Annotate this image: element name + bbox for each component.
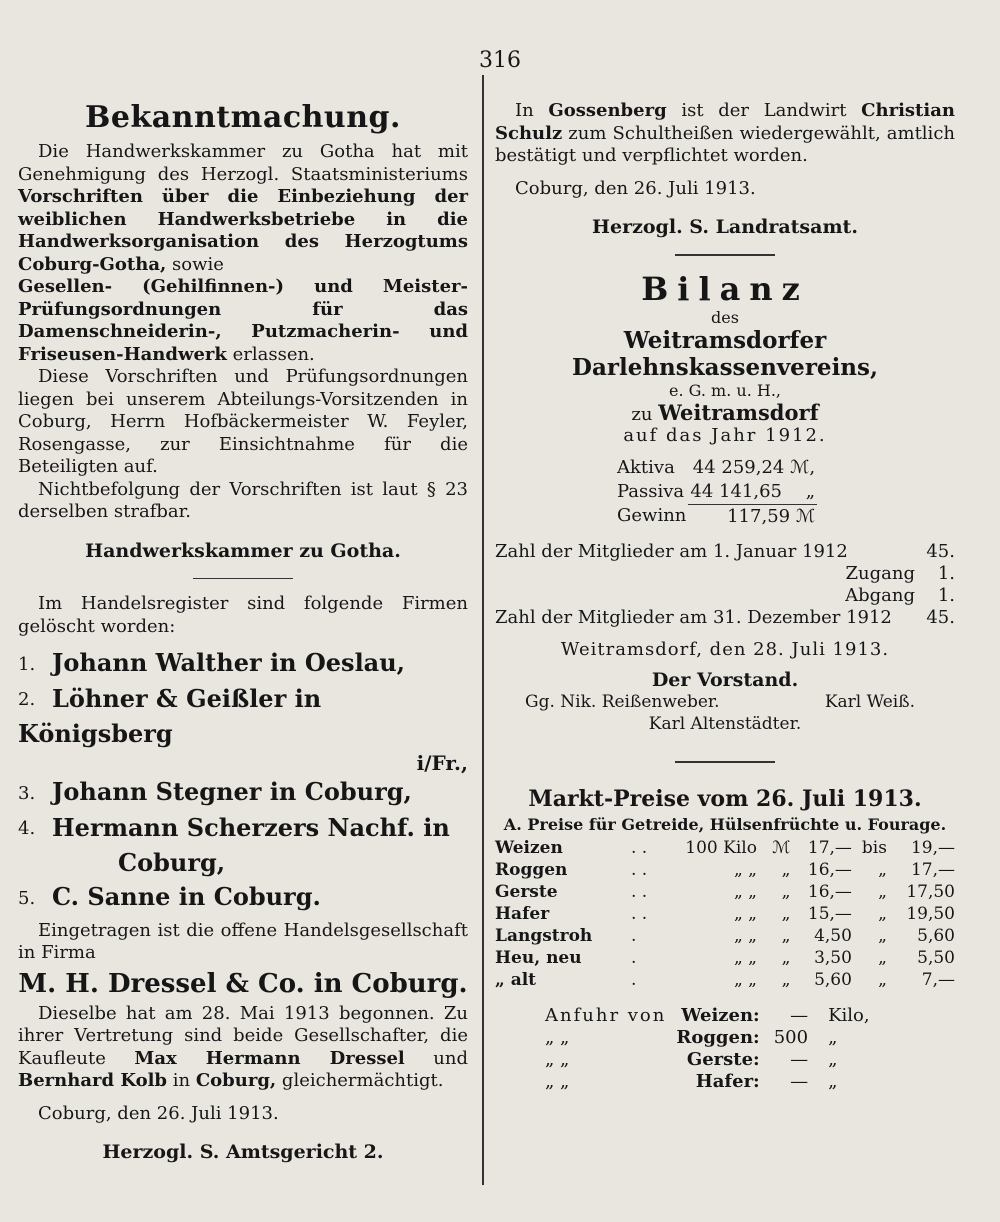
right-date-2: Weitramsdorf, den 28. Juli 1913. bbox=[560, 638, 890, 660]
mitglieder-label: Abgang bbox=[845, 584, 915, 606]
mitglieder-value: 1. bbox=[937, 562, 955, 584]
price-unit: „ bbox=[781, 969, 791, 990]
anfuhr-prefix: „ „ bbox=[545, 1048, 570, 1070]
separator bbox=[193, 578, 293, 580]
price-item: Heu, neu bbox=[495, 947, 582, 968]
price-to: 5,60 bbox=[917, 925, 955, 946]
mitglieder-row bbox=[495, 563, 955, 585]
price-item: Roggen bbox=[495, 859, 568, 880]
firm-name: Johann Walther in Oeslau, bbox=[52, 648, 406, 677]
anfuhr-item: Weizen: bbox=[681, 1004, 760, 1026]
price-qty: „ „ bbox=[733, 881, 757, 902]
firm-number: 1. bbox=[18, 653, 36, 675]
firm-dressel: M. H. Dressel & Co. in Coburg. bbox=[18, 968, 468, 999]
price-qty: 100 Kilo bbox=[685, 837, 757, 858]
firm-item bbox=[18, 682, 468, 776]
price-bis: „ bbox=[878, 969, 887, 990]
bilanz-title: Bilanz bbox=[641, 269, 809, 308]
firm-number: 3. bbox=[18, 782, 36, 804]
dressel-paragraph bbox=[18, 1003, 468, 1093]
price-row bbox=[495, 881, 955, 903]
des-text: des bbox=[711, 307, 739, 327]
firm-item bbox=[18, 811, 468, 881]
name-schulz: Christian Schulz bbox=[495, 100, 955, 144]
gewinn-label: Gewinn bbox=[617, 505, 687, 527]
name-reissenweber: Gg. Nik. Reißenweber. bbox=[525, 692, 720, 712]
price-bis: „ bbox=[878, 903, 887, 924]
price-from: 4,50 bbox=[814, 925, 852, 946]
mitglieder-value: 45. bbox=[926, 540, 955, 562]
price-bis: „ bbox=[878, 881, 887, 902]
mitglieder-row bbox=[495, 541, 955, 563]
price-dots: . . bbox=[630, 881, 648, 902]
right-date-1: Coburg, den 26. Juli 1913. bbox=[515, 177, 756, 199]
signature-landratsamt: Herzogl. S. Landratsamt. bbox=[592, 216, 858, 238]
name-altenstaedter: Karl Altenstädter. bbox=[648, 714, 802, 734]
anfuhr-value: — bbox=[790, 1004, 809, 1026]
preise-subtitle: A. Preise für Getreide, Hülsenfrüchte u. Fourage. bbox=[503, 814, 947, 834]
price-unit: „ bbox=[781, 903, 791, 924]
passiva-value bbox=[688, 480, 817, 505]
place-coburg: Coburg, bbox=[195, 1070, 277, 1091]
passiva-row bbox=[615, 480, 817, 505]
announcement-body bbox=[18, 276, 468, 366]
price-row bbox=[495, 925, 955, 947]
firm-item bbox=[18, 775, 468, 811]
firm-number: 5. bbox=[18, 887, 36, 909]
price-unit: „ bbox=[781, 925, 791, 946]
mitglieder-row bbox=[495, 607, 955, 629]
price-unit: ℳ bbox=[772, 837, 791, 858]
firm-name: Löhner & Geißler in Königsberg bbox=[18, 683, 322, 748]
zu-text: zu bbox=[631, 403, 653, 425]
separator bbox=[675, 254, 775, 256]
vorstand-title: Der Vorstand. bbox=[651, 669, 799, 691]
anfuhr-unit: „ bbox=[828, 1070, 838, 1092]
handelsregister-intro: Im Handelsregister sind folgende Firmen gelöscht worden: bbox=[18, 593, 468, 637]
gewinn-value: 117,59 ℳ bbox=[727, 505, 816, 527]
regulation-title-1: Vorschriften über die Einbeziehung der weiblichen Handwerksbetriebe in die Handwerksorganisation des Herzogtums Coburg-Gotha, bbox=[18, 186, 468, 275]
anfuhr-prefix: „ „ bbox=[545, 1070, 570, 1092]
price-dots: . . bbox=[630, 837, 648, 858]
mitglieder-value: 45. bbox=[926, 606, 955, 628]
announcement-p2: Diese Vorschriften und Prüfungsordnungen liegen bei unserem Abteilungs-Vorsitzenden in Coburg, Herrn Hofbäckermeister W. Feyler, Rosengasse, zur Einsichtnahme für die Beteiligten auf. bbox=[18, 366, 468, 477]
firm-list bbox=[18, 646, 468, 916]
regulation-title-2: Gesellen- (Gehilfinnen-) und Meister-Prüfungsordnungen für das Damenschneiderin-, Putzmacherin- und Friseusen-Handwerk bbox=[18, 276, 468, 365]
price-qty: „ „ bbox=[733, 969, 757, 990]
price-qty: „ „ bbox=[733, 859, 757, 880]
separator bbox=[675, 761, 775, 763]
price-qty: „ „ bbox=[733, 903, 757, 924]
price-to: 7,— bbox=[921, 969, 955, 990]
anfuhr-row bbox=[545, 1027, 870, 1049]
jahr-text: auf das Jahr 1912. bbox=[623, 424, 827, 446]
gewinn-row bbox=[615, 504, 817, 529]
price-dots: . . bbox=[630, 903, 648, 924]
price-dots: . bbox=[630, 947, 637, 968]
firm-name: Johann Stegner in Coburg, bbox=[52, 777, 412, 806]
firm-name: C. Sanne in Coburg. bbox=[52, 882, 321, 911]
in-text: in bbox=[172, 1070, 191, 1091]
price-qty: „ „ bbox=[733, 925, 757, 946]
price-unit: „ bbox=[781, 947, 791, 968]
left-column bbox=[18, 90, 468, 1179]
anfuhr-value: — bbox=[790, 1070, 809, 1092]
announcement-p3: Nichtbefolgung der Vorschriften ist laut § 23 derselben strafbar. bbox=[18, 478, 468, 522]
price-to: 5,50 bbox=[917, 947, 955, 968]
price-from: 15,— bbox=[807, 903, 852, 924]
announcement-title: Bekanntmachung. bbox=[85, 100, 401, 135]
price-bis: „ bbox=[878, 947, 887, 968]
name-kolb: Bernhard Kolb bbox=[18, 1070, 168, 1091]
price-row bbox=[495, 903, 955, 925]
announcement-intro bbox=[18, 141, 468, 276]
price-row bbox=[495, 947, 955, 969]
in-text: In bbox=[515, 100, 534, 121]
aktiva-row bbox=[615, 456, 817, 480]
column-divider bbox=[482, 75, 484, 1185]
place-gossenberg: Gossenberg bbox=[548, 100, 667, 121]
anfuhr-row bbox=[545, 1071, 870, 1093]
price-row bbox=[495, 837, 955, 859]
aktiva-label: Aktiva bbox=[617, 456, 675, 478]
left-date: Coburg, den 26. Juli 1913. bbox=[38, 1102, 279, 1124]
place-weitramsdorf: Weitramsdorf bbox=[658, 399, 819, 425]
name-dressel: Max Hermann Dressel bbox=[134, 1047, 405, 1069]
firm-item bbox=[18, 646, 468, 682]
price-item: Weizen bbox=[495, 837, 563, 858]
schultheiss-text: zum Schultheißen wiedergewählt, amtlich bestätigt und verpflichtet worden. bbox=[495, 122, 955, 166]
dressel-end-text: gleichermächtigt. bbox=[281, 1070, 444, 1091]
anfuhr-row bbox=[545, 1049, 870, 1071]
firm-number: 4. bbox=[18, 818, 36, 839]
vorstand-names bbox=[495, 691, 955, 735]
mitglieder-label: Zugang bbox=[845, 562, 915, 584]
anfuhr-item: Gerste: bbox=[686, 1048, 760, 1070]
dressel-text: Dieselbe hat am 28. Mai 1913 begonnen. Zu ihrer Vertretung sind beide Gesellschafter, die Kaufleute bbox=[18, 1002, 468, 1069]
price-to: 17,— bbox=[910, 859, 955, 880]
eingetragen-text: Eingetragen ist die offene Handelsgesellschaft in Firma bbox=[18, 919, 468, 963]
anfuhr-value: 500 bbox=[773, 1026, 809, 1048]
anfuhr-unit: „ bbox=[828, 1026, 838, 1048]
erlassen-text: erlassen. bbox=[232, 343, 315, 365]
und-text: und bbox=[433, 1047, 468, 1069]
price-unit: „ bbox=[781, 859, 791, 880]
price-dots: . bbox=[630, 925, 637, 946]
price-to: 19,50 bbox=[906, 903, 955, 924]
anfuhr-table bbox=[545, 1005, 870, 1093]
price-from: 16,— bbox=[807, 881, 852, 902]
firm-name-cont: Coburg, bbox=[118, 848, 226, 877]
anfuhr-prefix: Anfuhr von bbox=[545, 1004, 667, 1026]
mitglieder-label: Zahl der Mitglieder am 31. Dezember 1912 bbox=[495, 606, 892, 628]
firm-name: Hermann Scherzers Nachf. in bbox=[52, 812, 450, 842]
price-from: 17,— bbox=[807, 837, 852, 858]
price-qty: „ „ bbox=[733, 947, 757, 968]
signature-amtsgericht: Herzogl. S. Amtsgericht 2. bbox=[102, 1141, 384, 1163]
sowie-text: sowie bbox=[172, 253, 224, 275]
price-row bbox=[495, 969, 955, 991]
price-from: 16,— bbox=[807, 859, 852, 880]
verein-name: Weitramsdorfer Darlehnskassenvereins, bbox=[572, 326, 878, 381]
firm-item bbox=[18, 880, 468, 916]
signature-handwerkskammer: Handwerkskammer zu Gotha. bbox=[85, 539, 401, 562]
price-dots: . bbox=[630, 969, 637, 990]
mitglieder-label: Zahl der Mitglieder am 1. Januar 1912 bbox=[495, 540, 848, 562]
price-to: 19,— bbox=[910, 837, 955, 858]
anfuhr-unit: Kilo, bbox=[828, 1004, 870, 1026]
aktiva-value: 44 259,24 ℳ, bbox=[692, 456, 816, 478]
price-item: Langstroh bbox=[495, 925, 593, 946]
price-item: „ alt bbox=[495, 969, 537, 990]
name-weiss: Karl Weiß. bbox=[824, 692, 915, 712]
price-table bbox=[495, 837, 955, 991]
passiva-unit: „ bbox=[805, 480, 816, 502]
price-unit: „ bbox=[781, 881, 791, 902]
anfuhr-value: — bbox=[790, 1048, 809, 1070]
egmuh-text: e. G. m. u. H., bbox=[669, 380, 781, 400]
price-bis: „ bbox=[878, 859, 887, 880]
price-from: 3,50 bbox=[814, 947, 852, 968]
mitglieder-row bbox=[495, 585, 955, 607]
price-bis: bis bbox=[861, 837, 887, 858]
landwirt-text: ist der Landwirt bbox=[681, 100, 847, 121]
price-to: 17,50 bbox=[906, 881, 955, 902]
schultheiss-notice bbox=[495, 100, 955, 168]
anfuhr-item: Roggen: bbox=[676, 1026, 760, 1048]
zu-ort bbox=[495, 400, 955, 425]
intro-text: Die Handwerkskammer zu Gotha hat mit Genehmigung des Herzogl. Staatsministeriums bbox=[18, 141, 468, 185]
price-row bbox=[495, 859, 955, 881]
firm-place-suffix: i/Fr., bbox=[416, 751, 468, 775]
bilanz-table bbox=[615, 456, 817, 529]
firm-number: 2. bbox=[18, 689, 36, 710]
price-bis: „ bbox=[878, 925, 887, 946]
price-item: Gerste bbox=[495, 881, 558, 902]
right-column bbox=[495, 100, 955, 1093]
page-number: 316 bbox=[479, 48, 521, 73]
price-item: Hafer bbox=[495, 903, 550, 924]
marktpreise-title: Markt-Preise vom 26. Juli 1913. bbox=[528, 785, 922, 812]
mitglieder-value: 1. bbox=[937, 584, 955, 606]
anfuhr-unit: „ bbox=[828, 1048, 838, 1070]
anfuhr-prefix: „ „ bbox=[545, 1026, 570, 1048]
mitglieder-table bbox=[495, 541, 955, 629]
passiva-amount: 44 141,65 bbox=[690, 480, 782, 502]
passiva-label: Passiva bbox=[617, 480, 685, 502]
anfuhr-item: Hafer: bbox=[695, 1070, 760, 1092]
price-dots: . . bbox=[630, 859, 648, 880]
anfuhr-row bbox=[545, 1005, 870, 1027]
price-from: 5,60 bbox=[814, 969, 852, 990]
